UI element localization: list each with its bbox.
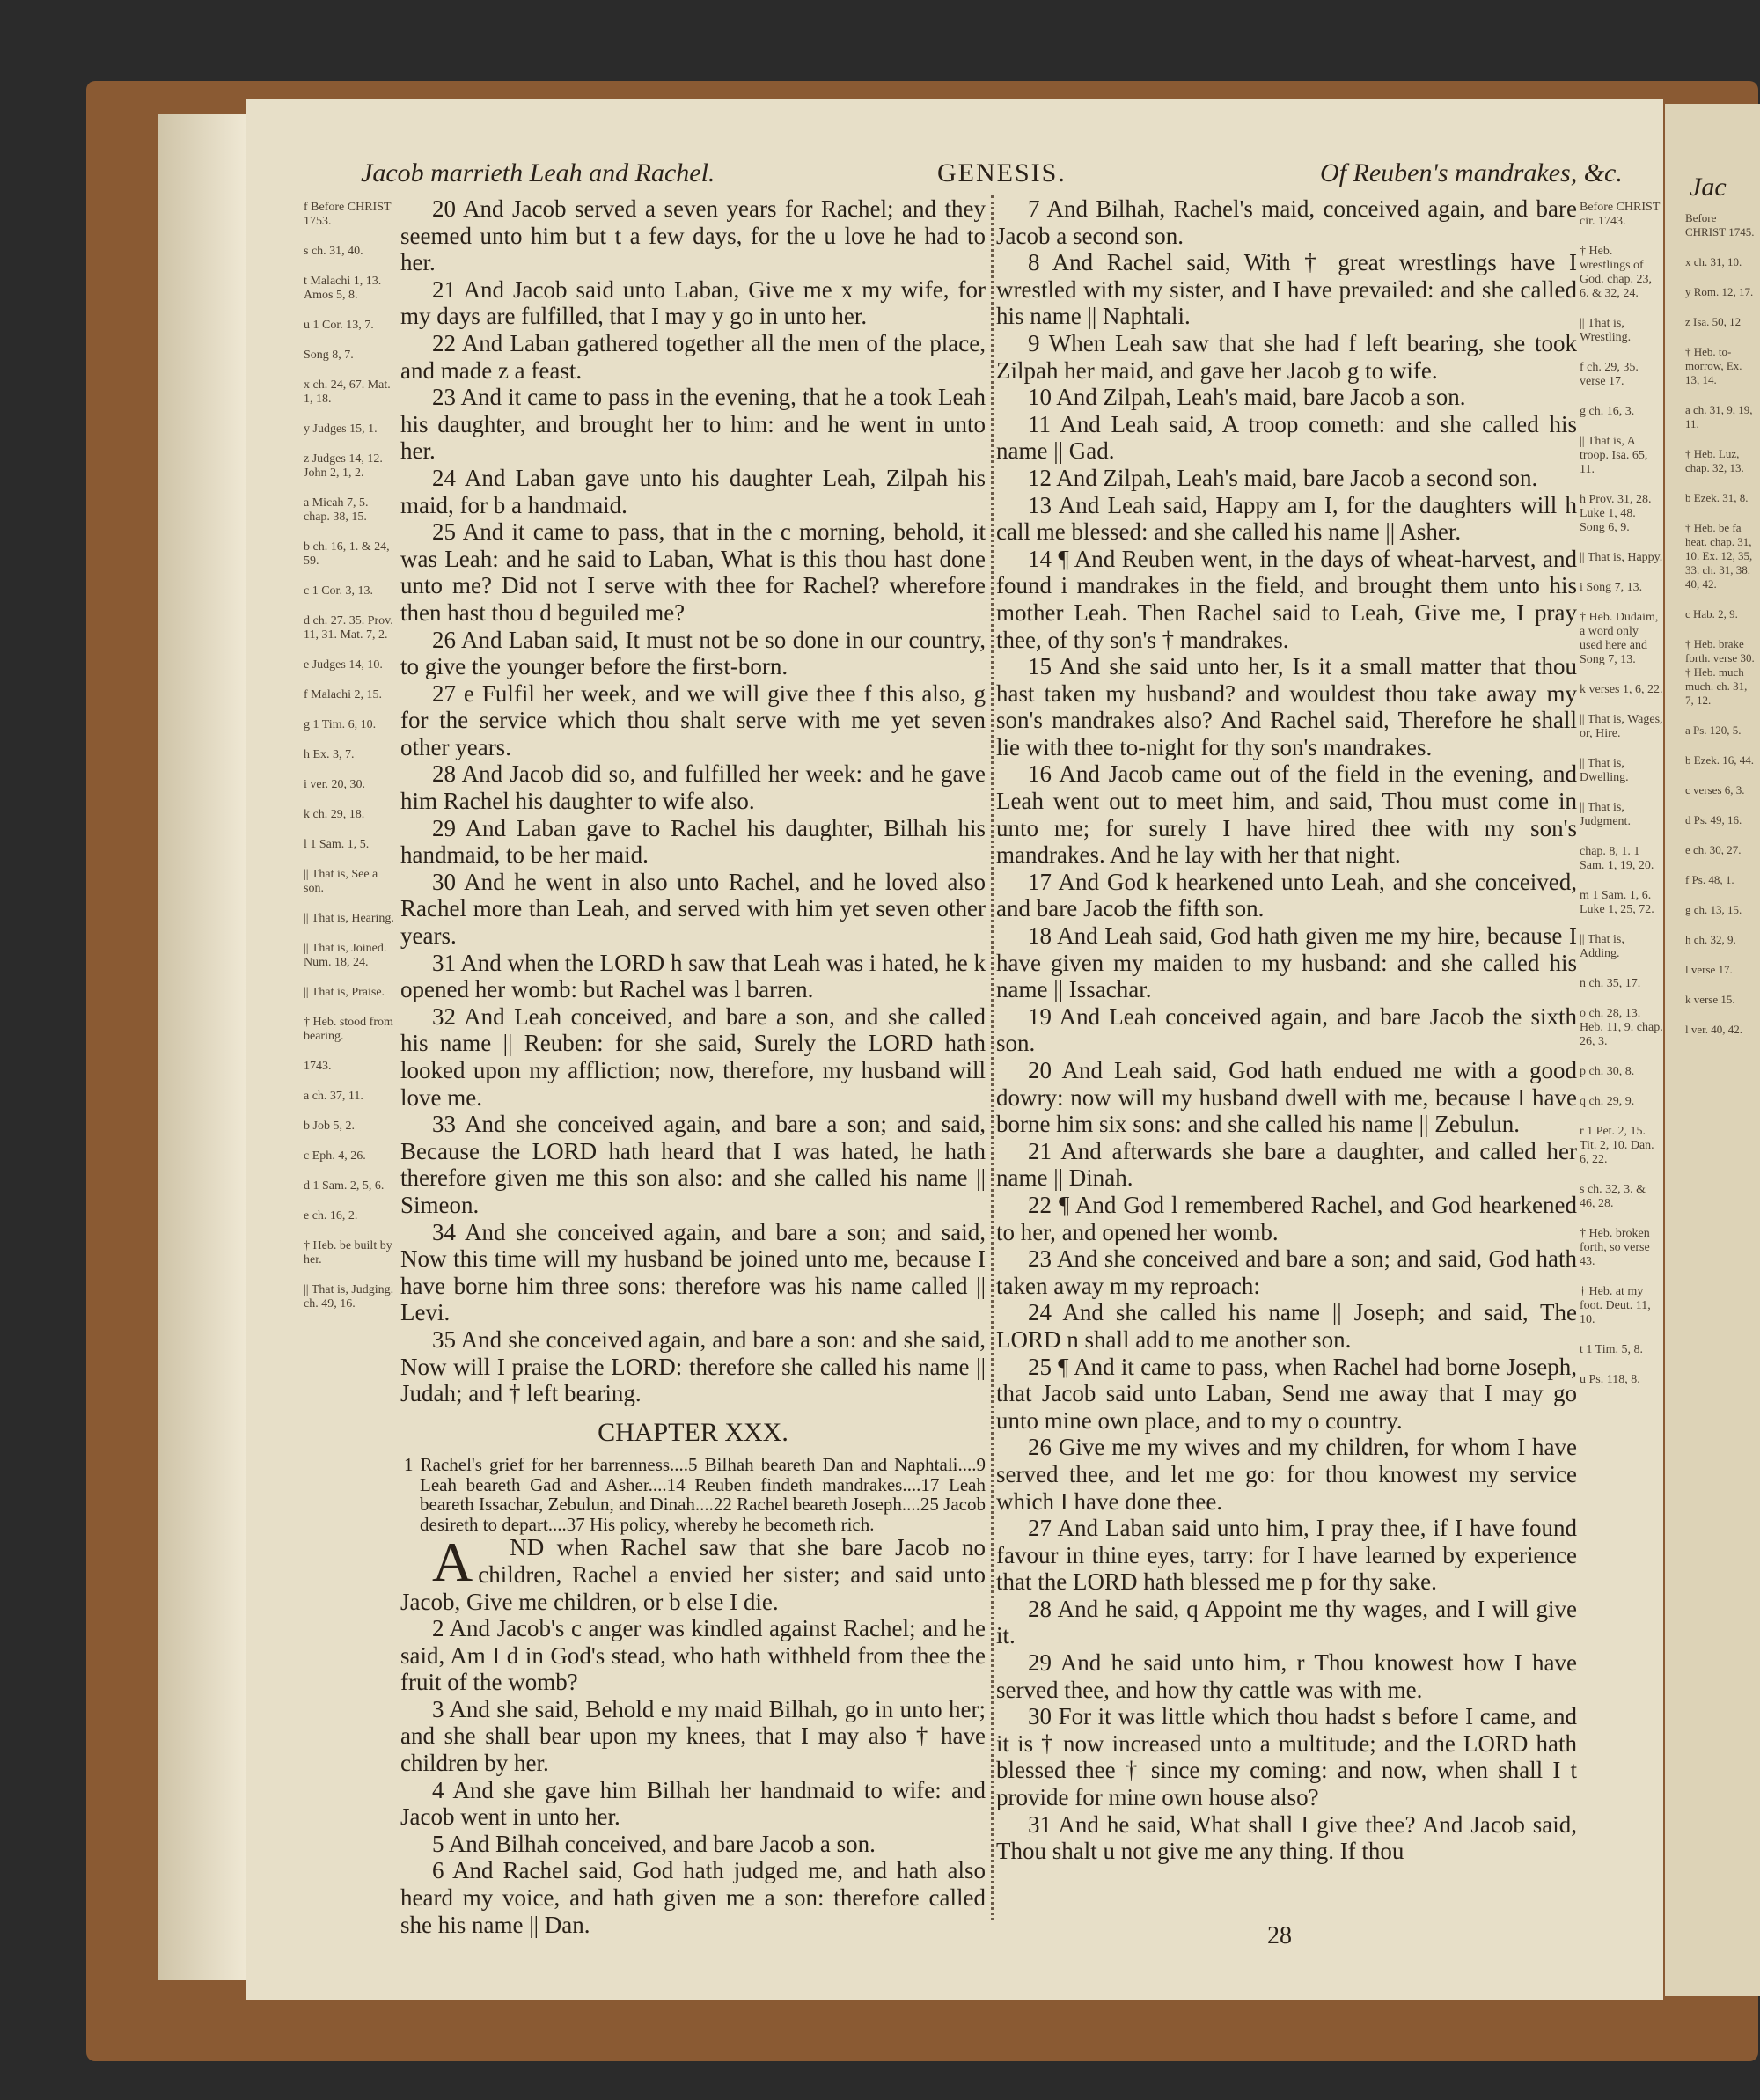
margin-note: || That is, Hearing. (304, 912, 394, 925)
margin-note: || That is, Adding. (1580, 933, 1624, 960)
verse: 29 And he said unto him, r Thou knowest how I have served thee, and how thy cattle was with me. (996, 1649, 1577, 1703)
margin-note: k ch. 29, 18. (304, 808, 365, 821)
verse: 4 And she gave him Bilhah her handmaid to wife: and Jacob went in unto her. (400, 1776, 986, 1831)
margin-note: z Isa. 50, 12 (1685, 315, 1742, 328)
right-text-column (996, 195, 1577, 1865)
verse: 7 And Bilhah, Rachel's maid, conceived again, and bare Jacob a second son. (996, 195, 1577, 249)
margin-note: c Hab. 2, 9. (1685, 607, 1738, 620)
margin-note: a Micah 7, 5. chap. 38, 15. (304, 496, 369, 524)
margin-note: e Judges 14, 10. (304, 658, 383, 672)
next-page-header: Jac (1690, 173, 1727, 202)
verse: 8 And Rachel said, With † great wrestlings have I wrestled with my sister, and I have prevailed: and she called his name || Naphtali. (996, 249, 1577, 330)
verse: 29 And Laban gave to Rachel his daughter, Bilhah his handmaid, to be her maid. (400, 814, 986, 869)
margin-note: z Judges 14, 12. John 2, 1, 2. (304, 452, 383, 480)
verse: 14 ¶ And Reuben went, in the days of wheat-harvest, and found i mandrakes in the field, and brought them unto his mother Leah. Then Rachel said to Leah, Give me, I pray thee, of thy son's † mandrakes. (996, 545, 1577, 653)
margin-note: c Eph. 4, 26. (304, 1149, 366, 1163)
left-margin-notes (304, 201, 396, 1327)
margin-note: † Heb. stood from bearing. (304, 1016, 393, 1043)
verse: 20 And Jacob served a seven years for Rachel; and they seemed unto him but t a few days, for the u love he had to her. (400, 195, 986, 276)
margin-note: e ch. 30, 27. (1685, 843, 1742, 856)
verse: 22 ¶ And God l remembered Rachel, and God hearkened to her, and opened her womb. (996, 1191, 1577, 1245)
margin-note: i Song 7, 13. (1580, 581, 1643, 594)
chapter-heading: CHAPTER XXX. (598, 1417, 788, 1447)
margin-note: a Ps. 120, 5. (1685, 723, 1742, 737)
margin-note: y Judges 15, 1. (304, 422, 378, 436)
margin-note: || That is, Joined. Num. 18, 24. (304, 942, 387, 969)
running-head-book: GENESIS. (937, 158, 1067, 187)
margin-note: chap. 8, 1. 1 Sam. 1, 19, 20. (1580, 845, 1654, 872)
margin-note: b Job 5, 2. (304, 1120, 355, 1133)
margin-note: r 1 Pet. 2, 15. Tit. 2, 10. Dan. 6, 22. (1580, 1125, 1654, 1166)
margin-note: l 1 Sam. 1, 5. (304, 838, 370, 851)
verse: 23 And it came to pass in the evening, that he a took Leah his daughter, and brought her to him: and he went in unto her. (400, 384, 986, 465)
column-divider (991, 195, 995, 1920)
margin-note: b ch. 16, 1. & 24, 59. (304, 540, 390, 568)
verse: 23 And she conceived and bare a son; and said, God hath taken away m my reproach: (996, 1245, 1577, 1299)
margin-note: || That is, Judging. ch. 49, 16. (304, 1283, 394, 1311)
margin-note: † Heb. brake forth. verse 30. † Heb. much much. ch. 31, 7, 12. (1685, 637, 1755, 707)
margin-note: q ch. 29, 9. (1580, 1095, 1635, 1108)
margin-note: i ver. 20, 30. (304, 778, 365, 791)
verse: 9 When Leah saw that she had f left bearing, she took Zilpah her maid, and gave her Jacob g to wife. (996, 329, 1577, 384)
verse: 34 And she conceived again, and bare a son; and said, Now this time will my husband be joined unto me, because I have borne him three sons: therefore was his name called || Levi. (400, 1218, 986, 1326)
verse: 24 And she called his name || Joseph; and said, The LORD n shall add to me another son. (996, 1299, 1577, 1353)
drop-cap: A (432, 1531, 473, 1594)
verse: 10 And Zilpah, Leah's maid, bare Jacob a son. (1028, 384, 1466, 411)
margin-note: l ver. 40, 42. (1685, 1023, 1742, 1036)
margin-note: u Ps. 118, 8. (1580, 1373, 1640, 1386)
margin-note: s ch. 32, 3. & 46, 28. (1580, 1183, 1646, 1210)
margin-note: Before CHRIST 1745. (1685, 211, 1755, 239)
margin-note: h Prov. 31, 28. Luke 1, 48. Song 6, 9. (1580, 493, 1652, 534)
margin-note: m 1 Sam. 1, 6. Luke 1, 25, 72. (1580, 889, 1654, 916)
verse: 26 Give me my wives and my children, for whom I have served thee, and let me go: for thou knowest my service which I have done thee. (996, 1434, 1577, 1515)
verse: 19 And Leah conceived again, and bare Jacob the sixth son. (996, 1002, 1577, 1057)
margin-note: † Heb. Dudaim, a word only used here and Song 7, 13. (1580, 611, 1659, 666)
page-edges (158, 114, 246, 1980)
verse: 31 And he said, What shall I give thee? And Jacob said, Thou shalt u not give me any thing. If thou (996, 1810, 1577, 1865)
margin-note: † Heb. at my foot. Deut. 11, 10. (1580, 1285, 1651, 1326)
margin-note: † Heb. be built by her. (304, 1239, 392, 1267)
page-folio: 28 (1267, 1922, 1292, 1949)
margin-note: † Heb. be fa heat. chap. 31, 10. Ex. 12, 35, 33. ch. 31, 38. 40, 42. (1685, 521, 1753, 591)
margin-note: o ch. 28, 13. Heb. 11, 9. chap. 26, 3. (1580, 1007, 1663, 1048)
margin-note: Before CHRIST cir. 1743. (1580, 201, 1661, 228)
verse: 28 And he said, q Appoint me thy wages, and I will give it. (996, 1595, 1577, 1649)
margin-note: † Heb. Luz, chap. 32, 13. (1685, 447, 1744, 474)
right-verse-list (996, 195, 1577, 1865)
margin-note: † Heb. wrestlings of God. chap. 23, 6. & 32, 24. (1580, 245, 1653, 300)
right-margin-notes (1580, 201, 1663, 1403)
margin-note: k verses 1, 6, 22. (1580, 683, 1663, 696)
margin-note: f Malachi 2, 15. (304, 688, 383, 701)
margin-note: c 1 Cor. 3, 13. (304, 584, 373, 598)
verse: 20 And Leah said, God hath endued me with a good dowry: now will my husband dwell with me, because I have borne him six sons: and she called his name || Zebulun. (996, 1057, 1577, 1138)
margin-note: || That is, See a son. (304, 868, 378, 895)
margin-note: d ch. 27. 35. Prov. 11, 31. Mat. 7, 2. (304, 614, 393, 642)
margin-note: † Heb. to-morrow, Ex. 13, 14. (1685, 345, 1742, 386)
margin-note: t 1 Tim. 5, 8. (1580, 1343, 1643, 1356)
verse: 15 And she said unto her, Is it a small matter that thou hast taken my husband? and wouldest thou take away my son's mandrakes also? And Rachel said, Therefore he shall lie with thee to-night for thy son's mandrakes. (996, 653, 1577, 760)
margin-note: || That is, Wages, or, Hire. (1580, 713, 1663, 740)
margin-note: y Rom. 12, 17. (1685, 285, 1754, 298)
margin-note: f Before CHRIST 1753. (304, 201, 392, 228)
margin-note: || That is, Dwelling. (1580, 757, 1629, 784)
verse: 21 And afterwards she bare a daughter, and called her name || Dinah. (996, 1137, 1577, 1192)
chapter-first-verse-text: ND when Rachel saw that she bare Jacob no children, Rachel a envied her sister; and said unto Jacob, Give me children, or b else I die. (400, 1534, 986, 1615)
verse: 6 And Rachel said, God hath judged me, and hath also heard my voice, and hath given me a son: therefore called she his name || Dan. (400, 1857, 986, 1938)
verse: 30 For it was little which thou hadst s before I came, and it is † now increased unto a multitude; and the LORD hath blessed thee † since my coming: and now, when shall I t provide for mine own house also? (996, 1703, 1577, 1811)
verse: 5 And Bilhah conceived, and bare Jacob a son. (432, 1830, 876, 1857)
margin-note: e ch. 16, 2. (304, 1209, 358, 1223)
verse: 21 And Jacob said unto Laban, Give me x my wife, for my days are fulfilled, that I may y go in unto her. (400, 275, 986, 330)
verse: 25 And it came to pass, that in the c morning, behold, it was Leah: and he said to Laban, What is this thou hast done unto me? Did not I serve with thee for Rachel? wherefore then hast thou d beguiled me? (400, 518, 986, 626)
verse: 35 And she conceived again, and bare a son: and she said, Now will I praise the LORD: therefore she called his name || Judah; and † left bearing. (400, 1325, 986, 1407)
verse: 12 And Zilpah, Leah's maid, bare Jacob a second son. (1028, 464, 1538, 491)
margin-note: d 1 Sam. 2, 5, 6. (304, 1179, 385, 1193)
verse: 31 And when the LORD h saw that Leah was i hated, he k opened her womb: but Rachel was l barren. (400, 949, 986, 1003)
verse: 13 And Leah said, Happy am I, for the daughters will h call me blessed: and she called his name || Asher. (996, 491, 1577, 546)
margin-note: || That is, A troop. Isa. 65, 11. (1580, 435, 1648, 476)
running-head-right: Of Reuben's mandrakes, &c. (1320, 158, 1623, 187)
margin-note: s ch. 31, 40. (304, 245, 363, 258)
verse: 25 ¶ And it came to pass, when Rachel had borne Joseph, that Jacob said unto Laban, Send me away that I may go unto mine own place, and to my o country. (996, 1353, 1577, 1434)
margin-note: g 1 Tim. 6, 10. (304, 718, 377, 731)
chapter-first-verse (400, 1531, 986, 1615)
margin-note: l verse 17. (1685, 963, 1733, 976)
verse: 30 And he went in also unto Rachel, and he loved also Rachel more than Leah, and served with him yet seven other years. (400, 868, 986, 950)
verse: 27 e Fulfil her week, and we will give thee f this also, g for the service which thou shalt serve with me yet seven other years. (400, 679, 986, 760)
margin-note: || That is, Judgment. (1580, 801, 1631, 828)
margin-note: t Malachi 1, 13. Amos 5, 8. (304, 275, 382, 302)
margin-note: h ch. 32, 9. (1685, 933, 1736, 946)
margin-note: || That is, Happy. (1580, 551, 1663, 564)
margin-note: Song 8, 7. (304, 349, 354, 362)
chapter-verse-list (400, 1615, 986, 1938)
margin-note: k verse 15. (1685, 993, 1735, 1006)
verse: 28 And Jacob did so, and fulfilled her week: and he gave him Rachel his daughter to wife also. (400, 760, 986, 815)
margin-note: || That is, Wrestling. (1580, 317, 1632, 344)
left-verse-list (400, 195, 986, 1407)
verse: 27 And Laban said unto him, I pray thee, if I have found favour in thine eyes, tarry: for I have learned by experience that the LORD hath blessed me p for thy sake. (996, 1515, 1577, 1596)
margin-note: p ch. 30, 8. (1580, 1065, 1635, 1078)
margin-note: a ch. 31, 9, 19, 11. (1685, 403, 1753, 430)
verse: 26 And Laban said, It must not be so done in our country, to give the younger before the first-born. (400, 626, 986, 680)
margin-note: b Ezek. 31, 8. (1685, 491, 1749, 504)
verse: 18 And Leah said, God hath given me my hire, because I have given my maiden to my husband: and she called his name || Issachar. (996, 922, 1577, 1003)
verse: 2 And Jacob's c anger was kindled against Rachel; and he said, Am I d in God's stead, who hath withheld from thee the fruit of the womb? (400, 1615, 986, 1696)
margin-note: || That is, Praise. (304, 986, 385, 999)
verse: 33 And she conceived again, and bare a son; and said, Because the LORD hath heard that I was hated, he hath therefore given me this son also: and she called his name || Simeon. (400, 1111, 986, 1218)
margin-note: g ch. 13, 15. (1685, 903, 1742, 916)
next-page-margin-notes (1685, 211, 1756, 1053)
margin-note: f Ps. 48, 1. (1685, 873, 1734, 886)
left-text-column (400, 195, 986, 1938)
verse: 17 And God k hearkened unto Leah, and she conceived, and bare Jacob the fifth son. (996, 868, 1577, 922)
margin-note: a ch. 37, 11. (304, 1090, 363, 1103)
margin-note: u 1 Cor. 13, 7. (304, 319, 374, 332)
margin-note: n ch. 35, 17. (1580, 977, 1641, 990)
margin-note: h Ex. 3, 7. (304, 748, 355, 761)
margin-note: x ch. 31, 10. (1685, 255, 1742, 268)
margin-note: x ch. 24, 67. Mat. 1, 18. (304, 378, 391, 406)
verse: 16 And Jacob came out of the field in the evening, and Leah went out to meet him, and said, Thou must come in unto me; for surely I have hired thee with my son's mandrakes. And he lay with her that night. (996, 760, 1577, 869)
margin-note: 1743. (304, 1060, 332, 1073)
verse: 24 And Laban gave unto his daughter Leah, Zilpah his maid, for b a handmaid. (400, 464, 986, 518)
margin-note: b Ezek. 16, 44. (1685, 753, 1754, 767)
margin-note: d Ps. 49, 16. (1685, 813, 1742, 826)
verse: 32 And Leah conceived, and bare a son, and she called his name || Reuben: for she said, Surely the LORD hath looked upon my affliction; now, therefore, my husband will love me. (400, 1002, 986, 1111)
verse: 3 And she said, Behold e my maid Bilhah, go in unto her; and she shall bear upon my knees, that I may also † have children by her. (400, 1695, 986, 1777)
margin-note: † Heb. broken forth, so verse 43. (1580, 1227, 1650, 1268)
margin-note: c verses 6, 3. (1685, 783, 1745, 797)
running-head-left: Jacob marrieth Leah and Rachel. (361, 158, 715, 187)
chapter-summary: 1 Rachel's grief for her barrenness....5 Bilhah beareth Dan and Naphtali....9 Leah beareth Gad and Asher....14 Reuben findeth mandrakes....17 Leah beareth Issachar, Zebulun, and Dinah....22 Rachel beareth Joseph....25 Jacob desireth to depart....37 His policy, whereby he becometh rich. (404, 1454, 986, 1535)
verse: 22 And Laban gathered together all the men of the place, and made z a feast. (400, 329, 986, 384)
margin-note: f ch. 29, 35. verse 17. (1580, 361, 1639, 388)
margin-note: g ch. 16, 3. (1580, 405, 1635, 418)
verse: 11 And Leah said, A troop cometh: and she called his name || Gad. (996, 410, 1577, 465)
